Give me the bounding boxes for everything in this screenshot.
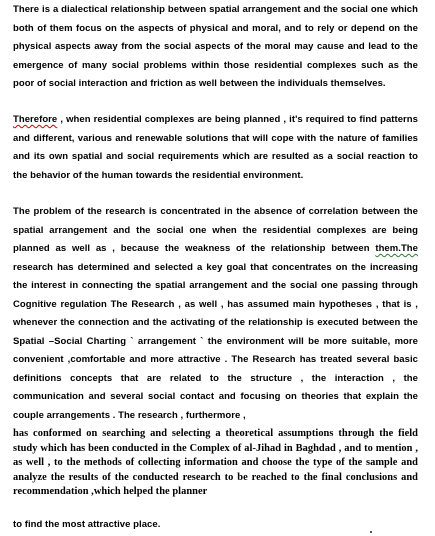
paragraph-research-problem bbox=[13, 203, 418, 425]
paragraph-therefore-text: , when residential complexes are being planned , it's required to find patterns and different, various and renewable solutions that will cope with the nature of families and its own spatial and social requirements which are resulted as a social reaction to the behavior of the human towards the residential environment. bbox=[13, 114, 418, 181]
paragraph-research-problem-rest: research has determined and selected a key goal that concentrates on the increasing the interest in connecting the spatial arrangement and the social one passing through Cognitive regulation The Research , as well , has assumed main hypotheses , that is , whenever the connection and the activating of the relationship is executed between the Spatial –Social Charting ` arrangement ` the environment will be more suitable, more convenient ,comfortable and more attractive . The Research has treated several basic definitions concepts that are related to the structure , the interaction , the communication and several social contact and focusing on theories that explain the couple arrangements . The research , furthermore , bbox=[13, 261, 418, 421]
paragraph-closing-line: to find the most attractive place. bbox=[13, 519, 161, 530]
paragraph-field-study: has conformed on searching and selecting a theoretical assumptions through the field study which has been conducted in the Complex of al-Jihad in Baghdad , and to mention , as well , to the methods of collecting information and choose the type of the sample and analyze the results of the conducted research to be reached to the final conclusions and recommendation ,which helped the planner bbox=[13, 428, 418, 498]
paragraph-research-problem-start: The problem of the research is concentrated in the absence of correlation between the spatial arrangement and the social one when the residential complexes are being planned as well as , because the weakness of the relationship between bbox=[13, 206, 418, 254]
stray-mark bbox=[370, 531, 372, 533]
grammar-mark-them-the: them.The bbox=[375, 243, 418, 254]
paragraph-therefore bbox=[13, 111, 418, 185]
paragraph-dialectical-relationship: There is a dialectical relationship between spatial arrangement and the social one which both of them focus on the aspects of physical and moral, and to rely or depend on the physical aspects away from the social aspects of the moral may cause and lead to the emergence of many social problems within those residential complexes such as the poor of social interaction and friction as well between the individuals themselves. bbox=[13, 4, 418, 89]
spellcheck-word-therefore: Therefore bbox=[13, 114, 58, 125]
